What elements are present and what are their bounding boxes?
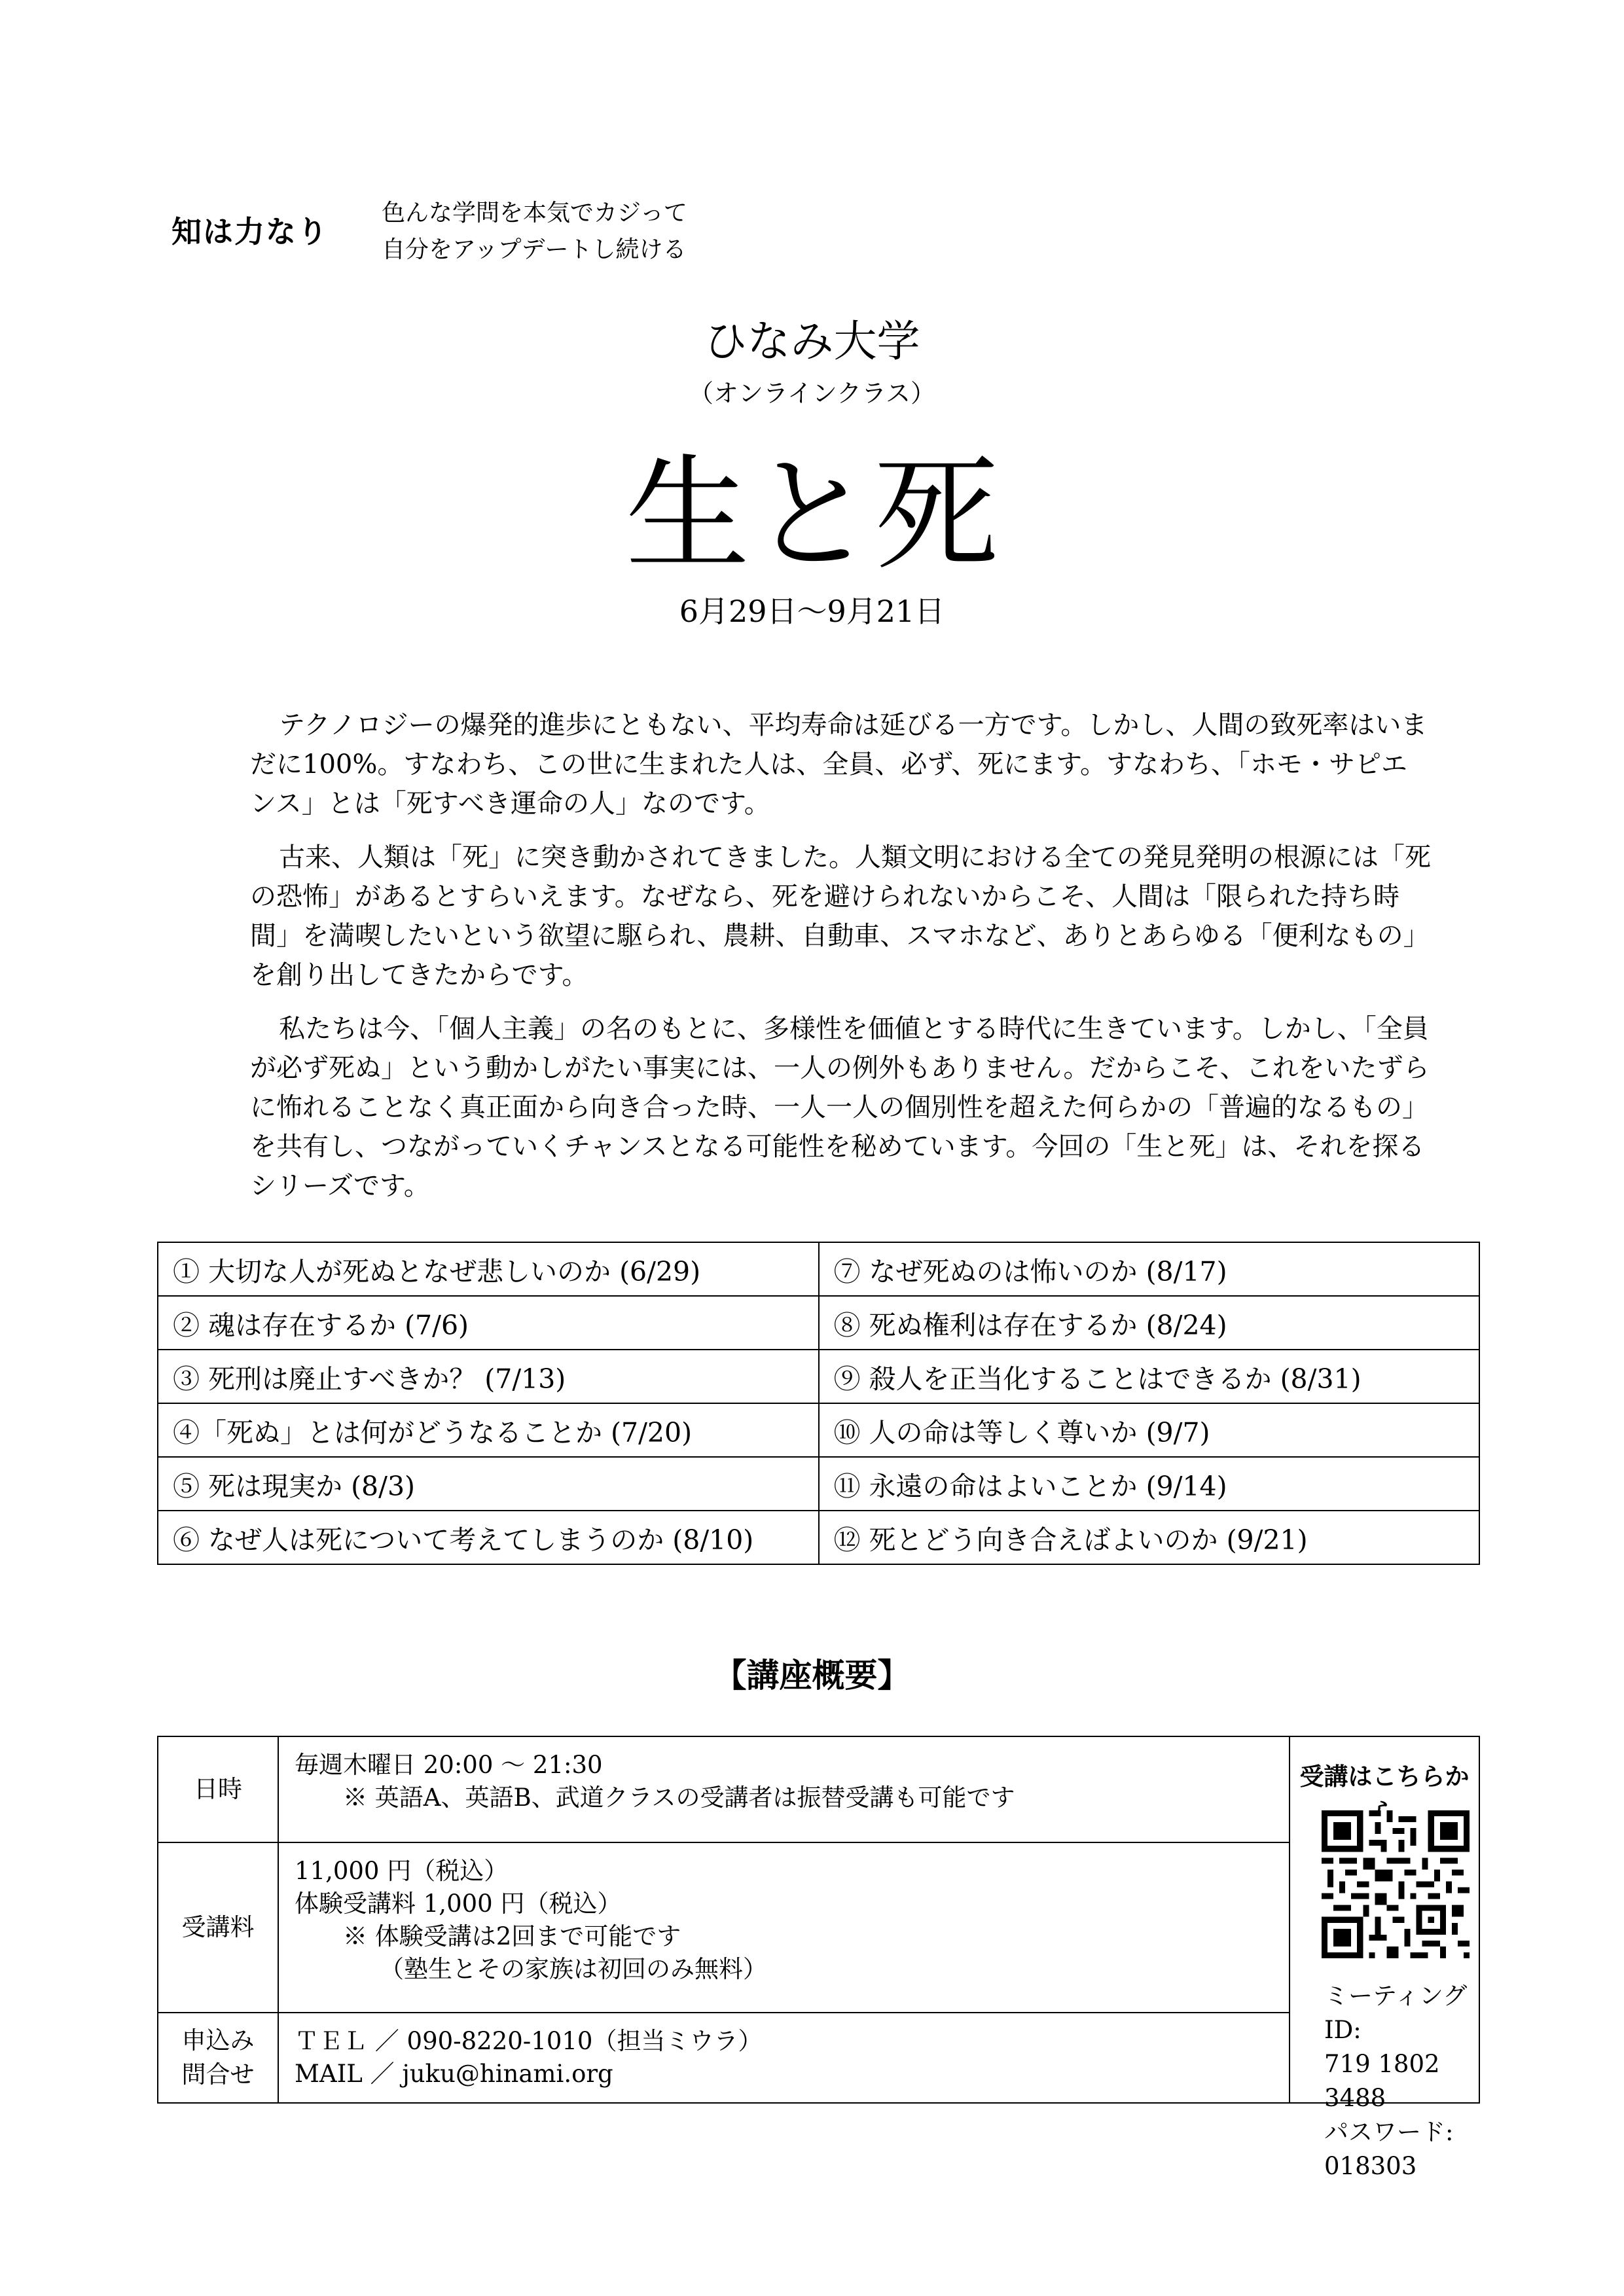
- contact-label: [158, 2013, 279, 2102]
- session-cell: ⑥ なぜ人は死について考えてしまうのか (8/10): [158, 1511, 819, 1564]
- fee-note: ※ 体験受講は2回まで可能です: [343, 1922, 681, 1950]
- datetime-schedule: 毎週木曜日 20:00 ～ 21:30: [295, 1751, 603, 1779]
- motto: 知は力なり: [171, 214, 329, 249]
- contact-content: [279, 2013, 1289, 2102]
- fee-label: 受講料: [158, 1843, 279, 2012]
- table-row: [158, 1350, 1479, 1403]
- tagline: [382, 195, 687, 268]
- datetime-label: 日時: [158, 1737, 279, 1842]
- intro-paragraph-2: 古来、人類は「死」に突き動かされてきました。人類文明における全ての発見発明の根源には「死の恐怖」があるとすらいえます。なぜなら、死を避けられないからこそ、人間は「限られた持ち時間」を満喫したいという欲望に駆られ、農耕、自動車、スマホなど、ありとあらゆる「便利なもの」を創り出してきたからです。: [250, 842, 1431, 990]
- sessions-table: [157, 1242, 1480, 1565]
- session-cell: ① 大切な人が死ぬとなぜ悲しいのか (6/29): [158, 1242, 819, 1296]
- registration-panel: [1289, 1737, 1479, 2180]
- datetime-note: ※ 英語A、英語B、武道クラスの受講者は振替受講も可能です: [343, 1784, 1015, 1812]
- session-cell: ⑦ なぜ死ぬのは怖いのか (8/17): [819, 1242, 1480, 1296]
- session-cell: ⑧ 死ぬ権利は存在するか (8/24): [819, 1296, 1480, 1350]
- table-row: [158, 1296, 1479, 1350]
- qr-title: 受講はこちらか: [1299, 1762, 1470, 1791]
- session-cell: ⑩ 人の命は等しく尊いか (9/7): [819, 1403, 1480, 1457]
- school-name: ひなみ大学: [704, 316, 920, 367]
- datetime-content: [279, 1737, 1289, 1842]
- session-cell: ⑫ 死とどう向き合えばよいのか (9/21): [819, 1511, 1480, 1564]
- session-cell: ④「死ぬ」とは何がどうなることか (7/20): [158, 1403, 819, 1457]
- fee-note-sub: （塾生とその家族は初回のみ無料）: [380, 1955, 767, 1983]
- meeting-id-label: ミーティングID:: [1324, 1982, 1468, 2044]
- tagline-line-2: 自分をアップデートし続ける: [382, 236, 687, 263]
- intro-paragraph-3: 私たちは今、「個人主義」の名のもとに、多様性を価値とする時代に生きています。しかし、「全員が必ず死ぬ」という動かしがたい事実には、一人の例外もありません。だからこそ、これをいたずらに怖れることなく真正面から向き合った時、一人一人の個別性を超えた何らかの「普遍的なるもの」を共有し、つながっていくチャンスとなる可能性を秘めています。今回の「生と死」は、それを探るシリーズです。: [250, 1014, 1430, 1201]
- class-type: （オンラインクラス）: [689, 379, 935, 408]
- meeting-password: パスワード: 018303: [1324, 2118, 1454, 2180]
- main-title: 生と死: [625, 442, 999, 587]
- session-cell: ⑤ 死は現実か (8/3): [158, 1457, 819, 1511]
- fee-content: [279, 1843, 1289, 2012]
- overview-table: [157, 1736, 1480, 2180]
- session-cell: ② 魂は存在するか (7/6): [158, 1296, 819, 1350]
- table-row: [158, 1511, 1479, 1564]
- meeting-info: [1324, 1979, 1479, 2183]
- contact-label-line-1: 申込み: [181, 2026, 255, 2054]
- contact-label-line-2: 問合せ: [181, 2060, 255, 2089]
- qr-code-icon[interactable]: [1322, 1810, 1470, 1958]
- table-row: [158, 1403, 1479, 1457]
- fee-trial: 体験受講料 1,000 円（税込）: [295, 1890, 622, 1918]
- session-cell: ⑪ 永遠の命はよいことか (9/14): [819, 1457, 1480, 1511]
- table-row: [158, 1457, 1479, 1511]
- intro-paragraph-1: テクノロジーの爆発的進歩にともない、平均寿命は延びる一方です。しかし、人間の致死率はいまだに100%。すなわち、この世に生まれた人は、全員、必ず、死にます。すなわち、「ホモ・サピエンス」とは「死すべき運命の人」なのです。: [250, 710, 1428, 819]
- table-row: [158, 1242, 1479, 1296]
- tagline-line-1: 色んな学問を本気でカジって: [382, 200, 687, 226]
- contact-tel[interactable]: ＴＥＬ ／ 090-8220-1010（担当ミウラ）: [295, 2027, 763, 2055]
- intro-text: [250, 706, 1432, 1220]
- meeting-id: 719 1802 3488: [1324, 2050, 1440, 2112]
- contact-mail[interactable]: MAIL ／ juku@hinami.org: [295, 2060, 613, 2088]
- fee-regular: 11,000 円（税込）: [295, 1857, 509, 1885]
- session-cell: ③ 死刑は廃止すべきか？ (7/13): [158, 1350, 819, 1403]
- session-cell: ⑨ 殺人を正当化することはできるか (8/31): [819, 1350, 1480, 1403]
- course-dates: 6月29日～9月21日: [679, 594, 945, 629]
- overview-heading: 【講座概要】: [713, 1656, 911, 1695]
